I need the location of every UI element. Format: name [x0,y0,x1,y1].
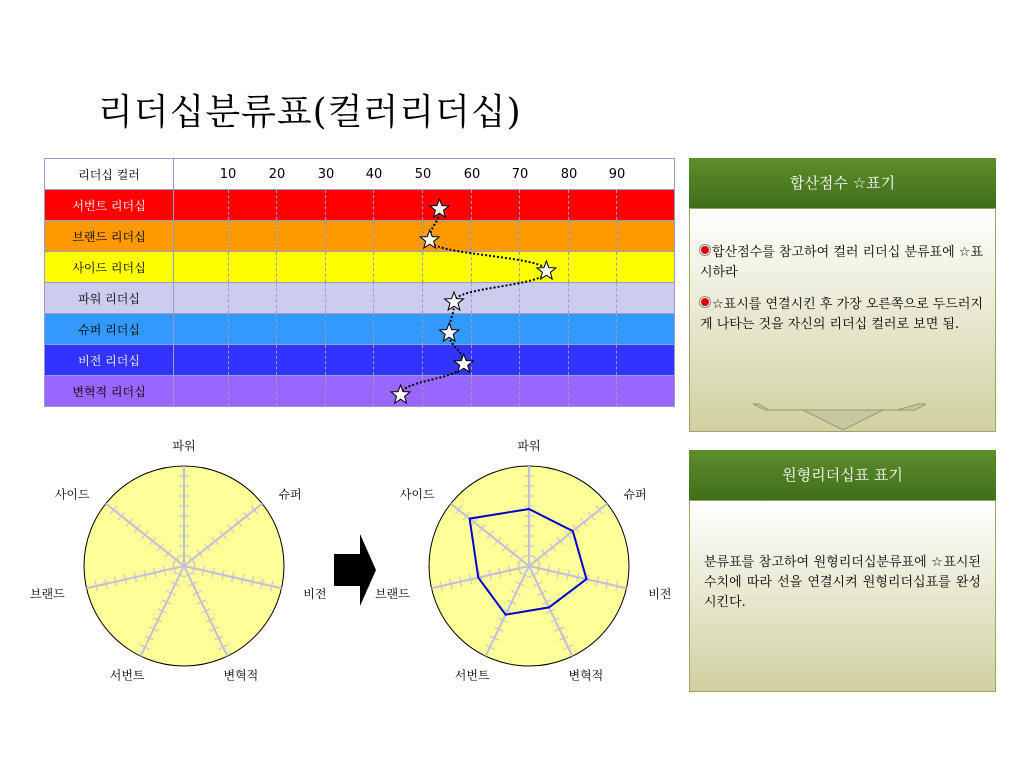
grid-line [325,252,326,282]
row-bar [174,345,675,376]
row-label: 사이드 리더십 [45,252,174,283]
tick-label: 80 [560,167,578,182]
grid-line [325,221,326,251]
grid-line [616,314,617,344]
row-label: 변혁적 리더십 [45,376,174,407]
grid-line [373,190,374,220]
radar-axis-label: 파워 [172,439,196,453]
grid-line [568,190,569,220]
grid-line [568,252,569,282]
row-bar [174,252,675,283]
panel-score-item: 합산점수를 참고하여 컬러 리더십 분류표에 ☆표시하라 [700,245,983,280]
tick-label: 30 [317,167,335,182]
row-label: 비전 리더십 [45,345,174,376]
row-bar [174,283,675,314]
radar-axis-label: 사이드 [399,487,435,502]
row-label: 슈퍼 리더십 [45,314,174,345]
grid-line [568,376,569,406]
grid-line [373,221,374,251]
grid-line [519,221,520,251]
grid-line [422,345,423,375]
grid-line [471,314,472,344]
grid-line [422,190,423,220]
tick-label: 50 [414,167,432,182]
grid-line [373,345,374,375]
radar-axis-label: 서번트 [454,668,490,683]
bullet-icon [700,245,710,255]
grid-line [276,376,277,406]
radar-axis-label: 사이드 [54,487,90,502]
grid-line [276,345,277,375]
tick-label: 60 [463,167,481,182]
header-label: 리더십 컬러 [45,159,174,190]
radar-axis-label: 비전 [648,587,672,602]
grid-line [471,252,472,282]
grid-line [471,190,472,220]
grid-line [519,314,520,344]
grid-line [325,283,326,313]
grid-line [228,314,229,344]
right-arrow-icon [332,532,378,608]
panel-score-body [689,208,996,432]
grid-line [519,252,520,282]
scale-header [174,159,675,190]
radar-chart-filled [374,439,685,690]
radar-axis-label: 변혁적 [223,668,259,683]
radar-axis-label: 브랜드 [29,587,65,602]
tick-label: 20 [268,167,286,182]
grid-line [519,376,520,406]
radar-axis-label: 변혁적 [568,668,604,683]
row-bar [174,221,675,252]
radar-axis-label: 슈퍼 [278,487,302,502]
grid-line [373,283,374,313]
grid-line [568,221,569,251]
grid-line [568,283,569,313]
row-label: 파워 리더십 [45,283,174,314]
row-label: 브랜드 리더십 [45,221,174,252]
grid-line [519,283,520,313]
radar-axis-label: 슈퍼 [623,487,647,502]
grid-line [422,283,423,313]
grid-line [422,376,423,406]
radar-axis-label: 비전 [303,587,327,602]
panel-radar-header: 원형리더십표 표기 [689,450,996,500]
panel-score-item: ☆표시를 연결시킨 후 가장 오른쪽으로 두드러지게 나타는 것을 자신의 리더십 컬러로 보면 됨. [700,297,983,332]
row-bar [174,190,675,221]
grid-line [519,345,520,375]
grid-line [519,190,520,220]
row-bar [174,376,675,407]
tick-label: 70 [511,167,529,182]
grid-line [373,314,374,344]
grid-line [471,283,472,313]
grid-line [276,190,277,220]
leadership-table [44,158,675,407]
grid-line [568,314,569,344]
radar-axis-label: 브랜드 [374,587,410,602]
radar-axis-label: 서번트 [109,668,145,683]
tick-label: 40 [365,167,383,182]
grid-line [422,252,423,282]
radar-chart-empty [29,439,340,690]
grid-line [228,190,229,220]
grid-line [276,314,277,344]
grid-line [422,221,423,251]
grid-line [228,252,229,282]
bullet-icon [700,297,710,307]
grid-line [616,190,617,220]
grid-line [228,221,229,251]
tick-label: 90 [608,167,626,182]
tick-label: 10 [219,167,237,182]
down-arrow-icon [689,400,996,434]
grid-line [616,345,617,375]
grid-line [616,376,617,406]
panel-score-header: 합산점수 ☆표기 [689,158,996,208]
grid-line [325,314,326,344]
grid-line [373,376,374,406]
panel-radar [689,450,996,692]
grid-line [325,345,326,375]
grid-line [228,345,229,375]
grid-line [276,221,277,251]
grid-line [276,283,277,313]
panel-radar-body: 분류표를 참고하여 원형리더십분류표에 ☆표시된 수치에 따라 선을 연결시켜 원형리더십표를 완성시킨다. [689,500,996,692]
grid-line [616,252,617,282]
grid-line [616,283,617,313]
row-bar [174,314,675,345]
grid-line [228,376,229,406]
grid-line [373,252,374,282]
panel-score [689,158,996,432]
row-label: 서번트 리더십 [45,190,174,221]
grid-line [422,314,423,344]
grid-line [471,345,472,375]
grid-line [228,283,229,313]
grid-line [276,252,277,282]
page-title: 리더십분류표(컬러리더십) [98,92,522,133]
grid-line [325,376,326,406]
grid-line [471,376,472,406]
radar-axis-label: 파워 [517,439,541,453]
grid-line [471,221,472,251]
grid-line [616,221,617,251]
grid-line [325,190,326,220]
grid-line [568,345,569,375]
